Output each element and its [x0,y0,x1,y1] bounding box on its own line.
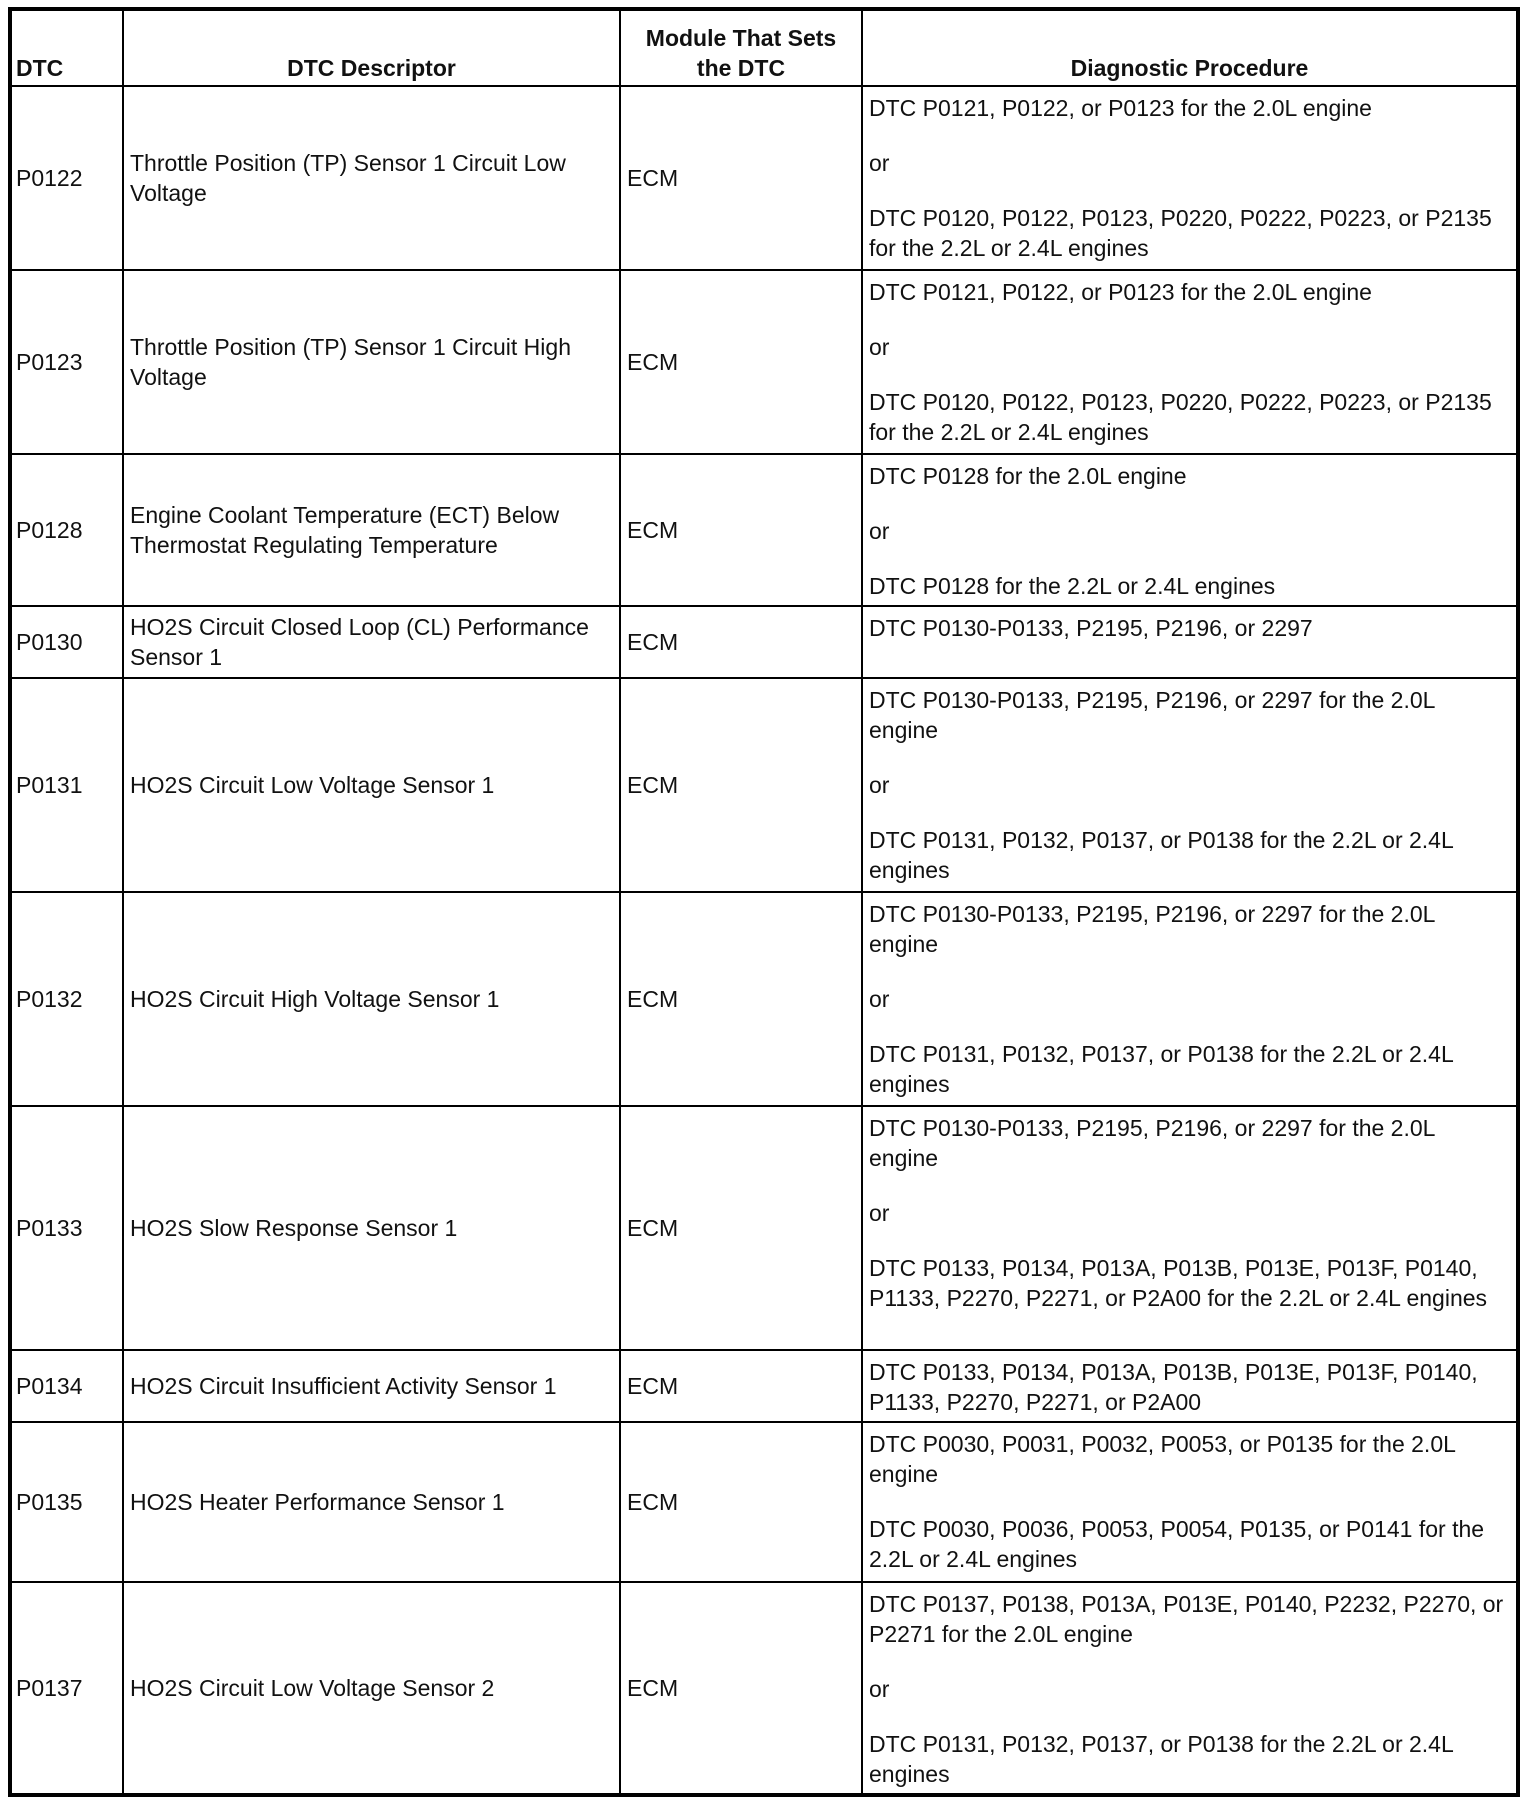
dtc-code-cell: P0122 [10,86,123,270]
dtc-descriptor-cell: Throttle Position (TP) Sensor 1 Circuit High Voltage [123,270,620,454]
header-module: Module That Sets the DTC [620,9,862,86]
procedure-paragraph: DTC P0130-P0133, P2195, P2196, or 2297 for the 2.0L engine [869,1115,1435,1171]
procedure-paragraph: DTC P0030, P0031, P0032, P0053, or P0135 for the 2.0L engine [869,1431,1456,1487]
procedure-paragraph: DTC P0131, P0132, P0137, or P0138 for the 2.2L or 2.4L engines [869,1041,1453,1097]
module-cell: ECM [620,1422,862,1582]
procedure-paragraph: DTC P0121, P0122, or P0123 for the 2.0L engine [869,279,1372,305]
module-cell: ECM [620,1582,862,1795]
procedure-paragraph: or [869,772,890,798]
procedure-paragraph: DTC P0131, P0132, P0137, or P0138 for the 2.2L or 2.4L engines [869,827,1453,883]
procedure-paragraph: DTC P0128 for the 2.2L or 2.4L engines [869,573,1276,599]
module-cell: ECM [620,454,862,606]
dtc-descriptor-cell: Engine Coolant Temperature (ECT) Below Thermostat Regulating Temperature [123,454,620,606]
table-header [10,9,1518,86]
dtc-descriptor-cell: HO2S Circuit High Voltage Sensor 1 [123,892,620,1106]
dtc-code-cell: P0131 [10,678,123,892]
module-cell: ECM [620,1106,862,1350]
procedure-paragraph: DTC P0128 for the 2.0L engine [869,463,1187,489]
procedure-paragraph: or [869,150,890,176]
dtc-descriptor-cell: HO2S Circuit Low Voltage Sensor 1 [123,678,620,892]
dtc-descriptor-cell: HO2S Heater Performance Sensor 1 [123,1422,620,1582]
table-row [10,454,1518,606]
table-body [10,86,1518,1795]
table-row [10,270,1518,454]
procedure-paragraph: DTC P0120, P0122, P0123, P0220, P0222, P0223, or P2135 for the 2.2L or 2.4L engines [869,389,1492,445]
dtc-code-cell: P0137 [10,1582,123,1795]
module-cell: ECM [620,270,862,454]
diagnostic-procedure-cell [862,86,1518,270]
dtc-descriptor-cell: Throttle Position (TP) Sensor 1 Circuit Low Voltage [123,86,620,270]
procedure-paragraph: DTC P0121, P0122, or P0123 for the 2.0L engine [869,95,1372,121]
module-cell: ECM [620,1350,862,1422]
diagnostic-procedure-cell [862,678,1518,892]
module-cell: ECM [620,892,862,1106]
module-cell: ECM [620,678,862,892]
dtc-code-cell: P0135 [10,1422,123,1582]
dtc-code-cell: P0123 [10,270,123,454]
table-row [10,892,1518,1106]
table-row [10,86,1518,270]
table-row [10,1350,1518,1422]
table-row [10,1582,1518,1795]
header-row [10,9,1518,86]
procedure-paragraph: or [869,986,890,1012]
procedure-paragraph: or [869,1200,890,1226]
dtc-descriptor-cell: HO2S Slow Response Sensor 1 [123,1106,620,1350]
diagnostic-procedure-cell [862,892,1518,1106]
diagnostic-procedure-cell [862,454,1518,606]
header-procedure: Diagnostic Procedure [862,9,1518,86]
procedure-paragraph: DTC P0130-P0133, P2195, P2196, or 2297 for the 2.0L engine [869,687,1435,743]
dtc-code-cell: P0133 [10,1106,123,1350]
procedure-paragraph: DTC P0030, P0036, P0053, P0054, P0135, or P0141 for the 2.2L or 2.4L engines [869,1516,1485,1572]
module-cell: ECM [620,606,862,678]
dtc-table [8,7,1520,1797]
diagnostic-procedure-cell [862,1422,1518,1582]
procedure-paragraph: DTC P0130-P0133, P2195, P2196, or 2297 [869,615,1313,641]
dtc-code-cell: P0132 [10,892,123,1106]
table-row [10,1422,1518,1582]
procedure-paragraph: DTC P0137, P0138, P013A, P013E, P0140, P2232, P2270, or P2271 for the 2.0L engine [869,1591,1504,1647]
dtc-code-cell: P0128 [10,454,123,606]
module-cell: ECM [620,86,862,270]
procedure-paragraph: or [869,334,890,360]
dtc-code-cell: P0130 [10,606,123,678]
table-row [10,606,1518,678]
procedure-paragraph: DTC P0133, P0134, P013A, P013B, P013E, P013F, P0140, P1133, P2270, P2271, or P2A00 for the 2.2L or 2.4L engines [869,1255,1488,1311]
table-row [10,678,1518,892]
dtc-descriptor-cell: HO2S Circuit Closed Loop (CL) Performance Sensor 1 [123,606,620,678]
dtc-descriptor-cell: HO2S Circuit Insufficient Activity Sensor 1 [123,1350,620,1422]
header-descriptor: DTC Descriptor [123,9,620,86]
diagnostic-procedure-cell [862,606,1518,678]
procedure-paragraph: DTC P0120, P0122, P0123, P0220, P0222, P0223, or P2135 for the 2.2L or 2.4L engines [869,205,1492,261]
diagnostic-procedure-cell [862,1582,1518,1795]
procedure-paragraph: DTC P0131, P0132, P0137, or P0138 for the 2.2L or 2.4L engines [869,1731,1453,1787]
procedure-paragraph: or [869,1676,890,1702]
procedure-paragraph: DTC P0130-P0133, P2195, P2196, or 2297 for the 2.0L engine [869,901,1435,957]
procedure-paragraph: DTC P0133, P0134, P013A, P013B, P013E, P013F, P0140, P1133, P2270, P2271, or P2A00 [869,1359,1478,1415]
procedure-paragraph: or [869,518,890,544]
diagnostic-procedure-cell [862,1106,1518,1350]
dtc-code-cell: P0134 [10,1350,123,1422]
diagnostic-procedure-cell [862,270,1518,454]
header-dtc: DTC [10,9,123,86]
table-row [10,1106,1518,1350]
diagnostic-procedure-cell [862,1350,1518,1422]
dtc-descriptor-cell: HO2S Circuit Low Voltage Sensor 2 [123,1582,620,1795]
